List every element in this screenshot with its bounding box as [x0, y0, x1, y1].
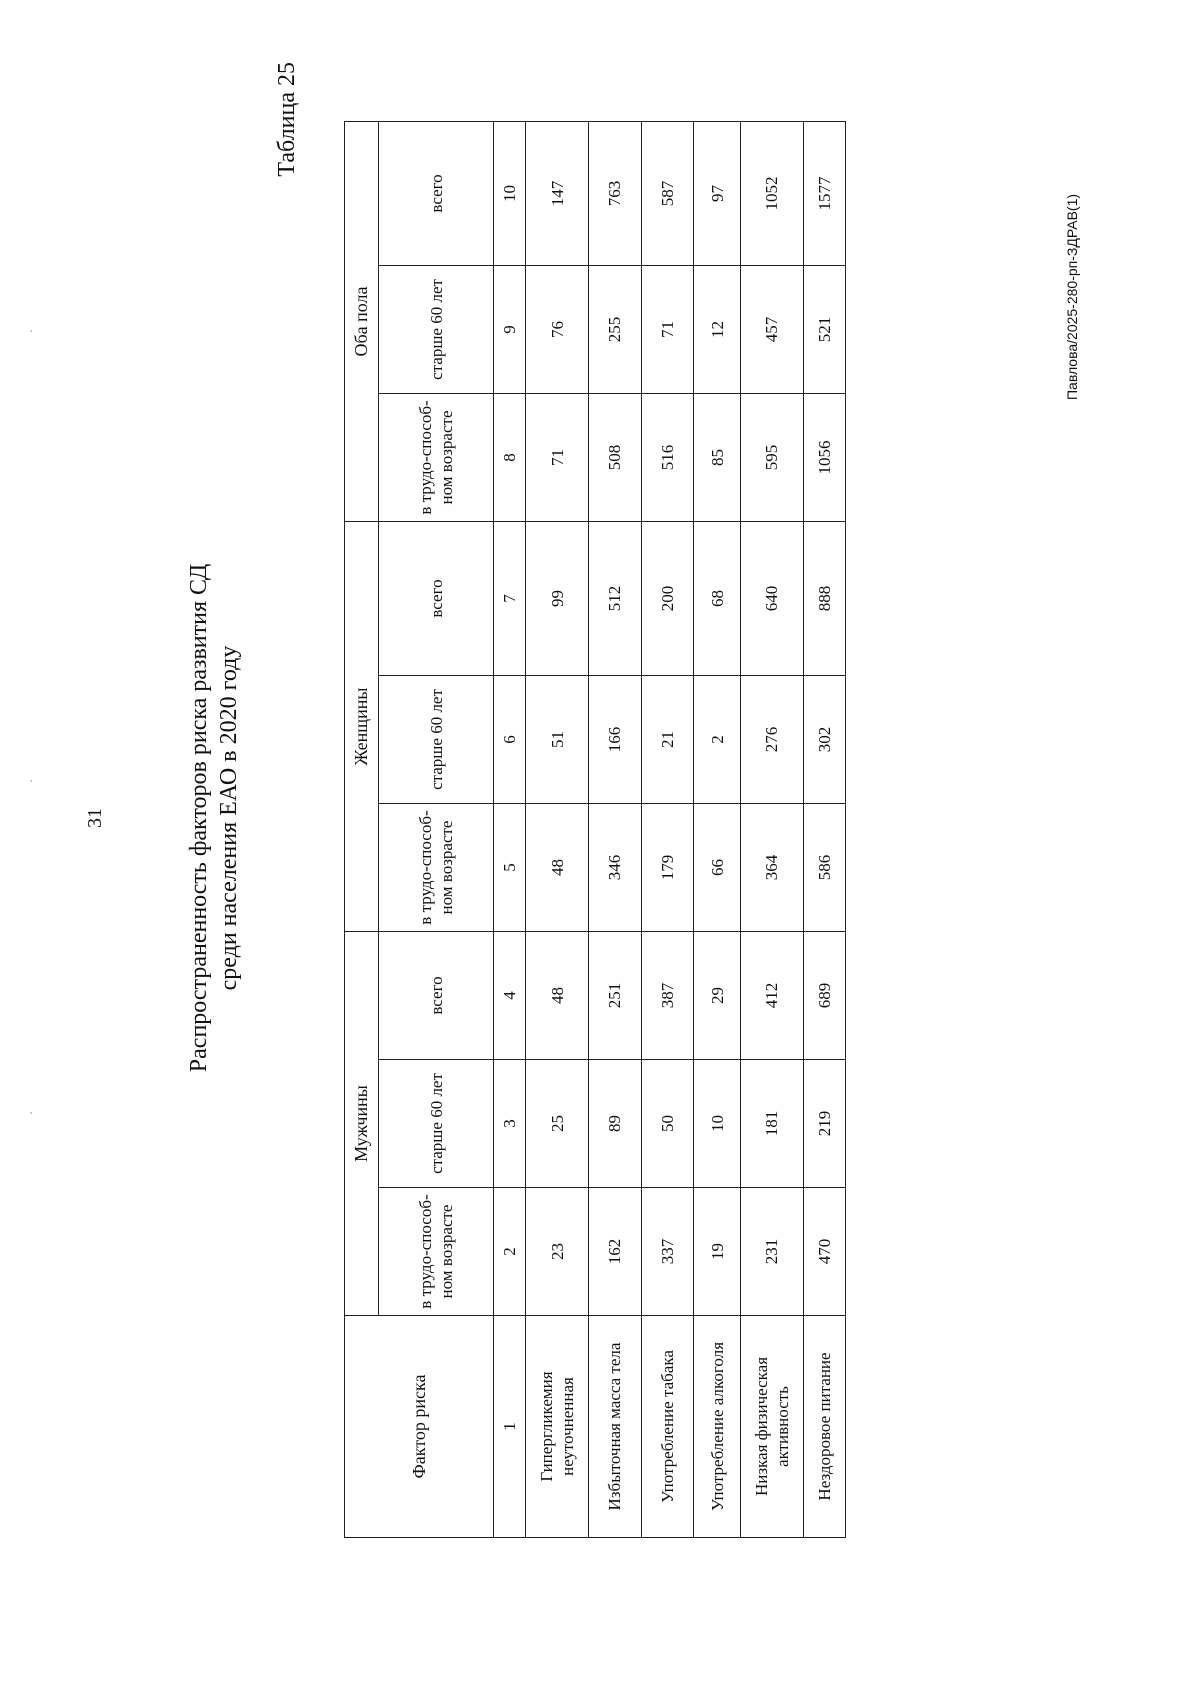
- table-cell: 587: [641, 121, 694, 265]
- column-number: 9: [494, 265, 526, 393]
- table-cell: 512: [589, 521, 642, 675]
- table-cell: 89: [589, 1060, 642, 1188]
- scan-speck: [30, 1112, 32, 1114]
- table-cell: 521: [803, 265, 845, 393]
- table-row: [694, 121, 740, 1537]
- table-cell: 470: [803, 1188, 845, 1316]
- table-cell: 763: [589, 121, 642, 265]
- table-cell: 71: [641, 265, 694, 393]
- group-header-men: Мужчины: [345, 932, 379, 1316]
- table-row: [526, 121, 589, 1537]
- table-cell: 99: [526, 521, 589, 675]
- page-number: 31: [84, 808, 106, 828]
- table-cell: 1577: [803, 121, 845, 265]
- table-cell: 276: [740, 676, 803, 804]
- column-number: 5: [494, 804, 526, 932]
- table-cell: 29: [694, 932, 740, 1060]
- table-cell: 1056: [803, 393, 845, 521]
- title-line-1: Распространенность факторов риска развития СД: [186, 563, 212, 1073]
- subheader-total: всего: [378, 121, 494, 265]
- table-cell: 68: [694, 521, 740, 675]
- column-number: 3: [494, 1060, 526, 1188]
- table-cell: 48: [526, 932, 589, 1060]
- table-row: [589, 121, 642, 1537]
- table-cell: 50: [641, 1060, 694, 1188]
- row-factor-label: Употребление табака: [641, 1316, 694, 1538]
- table-cell: 1052: [740, 121, 803, 265]
- table-row: [803, 121, 845, 1537]
- table-cell: 595: [740, 393, 803, 521]
- table-cell: 97: [694, 121, 740, 265]
- table-cell: 51: [526, 676, 589, 804]
- table-cell: 508: [589, 393, 642, 521]
- column-number: 2: [494, 1188, 526, 1316]
- column-number: 10: [494, 121, 526, 265]
- table-cell: 255: [589, 265, 642, 393]
- table-cell: 251: [589, 932, 642, 1060]
- column-number-row: [494, 121, 526, 1537]
- table-cell: 66: [694, 804, 740, 932]
- table-cell: 10: [694, 1060, 740, 1188]
- table-cell: 689: [803, 932, 845, 1060]
- column-number: 6: [494, 676, 526, 804]
- table-cell: 25: [526, 1060, 589, 1188]
- table-cell: 23: [526, 1188, 589, 1316]
- title-line-2: среди населения ЕАО в 2020 году: [216, 645, 242, 991]
- table-cell: 200: [641, 521, 694, 675]
- column-number: 8: [494, 393, 526, 521]
- subheader-over-60: старше 60 лет: [378, 676, 494, 804]
- factor-header: Фактор риска: [345, 1316, 494, 1538]
- table-cell: 179: [641, 804, 694, 932]
- table-cell: 888: [803, 521, 845, 675]
- table-cell: 12: [694, 265, 740, 393]
- column-number: 1: [494, 1316, 526, 1538]
- table-cell: 219: [803, 1060, 845, 1188]
- column-number: 7: [494, 521, 526, 675]
- subheader-total: всего: [378, 521, 494, 675]
- subheader-working-age: в трудо-способ-ном возрасте: [378, 804, 494, 932]
- scan-speck: [30, 330, 32, 332]
- row-factor-label: Употребление алкоголя: [694, 1316, 740, 1538]
- table-title: [184, 508, 244, 1128]
- table-cell: 76: [526, 265, 589, 393]
- table-cell: 147: [526, 121, 589, 265]
- table-cell: 346: [589, 804, 642, 932]
- risk-factors-table: [344, 122, 846, 1538]
- document-id: Павлова/2025-280-рп-ЗДРАВ(1): [1064, 193, 1080, 400]
- table-row: [641, 121, 694, 1537]
- table-cell: 85: [694, 393, 740, 521]
- row-factor-label: Избыточная масса тела: [589, 1316, 642, 1538]
- table-cell: 302: [803, 676, 845, 804]
- table-cell: 162: [589, 1188, 642, 1316]
- table-cell: 2: [694, 676, 740, 804]
- table-cell: 181: [740, 1060, 803, 1188]
- table-cell: 364: [740, 804, 803, 932]
- table-cell: 71: [526, 393, 589, 521]
- row-factor-label: Низкая физическая активность: [740, 1316, 803, 1538]
- scan-speck: [30, 780, 32, 782]
- subheader-working-age: в трудо-способ-ном возрасте: [378, 393, 494, 521]
- row-factor-label: Гипергликемия неуточненная: [526, 1316, 589, 1538]
- row-factor-label: Нездоровое питание: [803, 1316, 845, 1538]
- table-cell: 21: [641, 676, 694, 804]
- table-cell: 337: [641, 1188, 694, 1316]
- table-cell: 231: [740, 1188, 803, 1316]
- table-cell: 48: [526, 804, 589, 932]
- table-caption: Таблица 25: [274, 62, 300, 177]
- table-cell: 516: [641, 393, 694, 521]
- table-cell: 640: [740, 521, 803, 675]
- subheader-over-60: старше 60 лет: [378, 265, 494, 393]
- subheader-working-age: в трудо-способ-ном возрасте: [378, 1188, 494, 1316]
- subheader-total: всего: [378, 932, 494, 1060]
- group-header-both: Оба пола: [345, 121, 379, 521]
- subheader-over-60: старше 60 лет: [378, 1060, 494, 1188]
- table-cell: 19: [694, 1188, 740, 1316]
- table-cell: 166: [589, 676, 642, 804]
- table-cell: 387: [641, 932, 694, 1060]
- table-cell: 586: [803, 804, 845, 932]
- column-number: 4: [494, 932, 526, 1060]
- group-header-women: Женщины: [345, 521, 379, 931]
- table-cell: 457: [740, 265, 803, 393]
- table-cell: 412: [740, 932, 803, 1060]
- table-row: [740, 121, 803, 1537]
